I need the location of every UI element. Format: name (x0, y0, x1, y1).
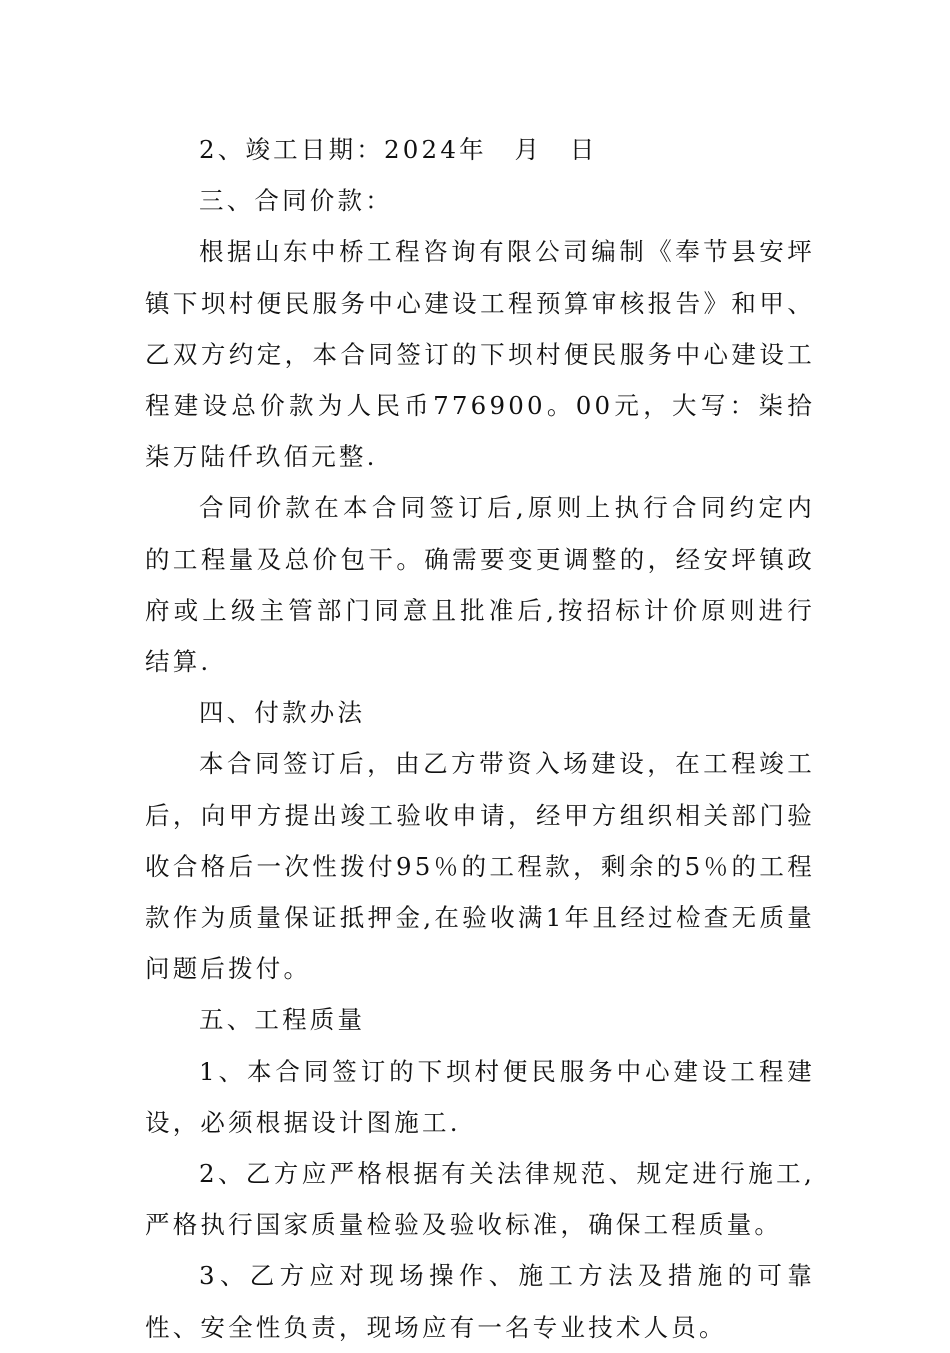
section-heading-quality: 五、工程质量 (199, 1005, 366, 1035)
section-heading-contract-price: 三、合同价款： (199, 186, 393, 216)
section-heading-payment: 四、付款办法 (199, 698, 366, 728)
document-body (145, 124, 815, 1353)
quality-item-1: 1、本合同签订的下坝村便民服务中心建设工程建设，必须根据设计图施工. (145, 1056, 815, 1137)
price-adjustment-paragraph: 合同价款在本合同签订后,原则上执行合同约定内的工程量及总价包干。确需要变更调整的，经安坪镇政府或上级主管部门同意且批准后,按招标计价原则进行结算. (145, 493, 815, 677)
completion-date-line: 2、竣工日期：2024年 月 日 (199, 135, 598, 164)
quality-item-2: 2、乙方应严格根据有关法律规范、规定进行施工,严格执行国家质量检验及验收标准，确保工程质量。 (145, 1159, 815, 1240)
payment-paragraph: 本合同签订后，由乙方带资入场建设，在工程竣工后，向甲方提出竣工验收申请，经甲方组织相关部门验收合格后一次性拨付95％的工程款，剩余的5％的工程款作为质量保证抵押金,在验收满1年且经过检查无质量问题后拨付。 (145, 749, 815, 984)
quality-item-3: 3、乙方应对现场操作、施工方法及措施的可靠性、安全性负责，现场应有一名专业技术人员。 (145, 1261, 815, 1342)
contract-price-paragraph: 根据山东中桥工程咨询有限公司编制《奉节县安坪镇下坝村便民服务中心建设工程预算审核报告》和甲、乙双方约定，本合同签订的下坝村便民服务中心建设工程建设总价款为人民币776900。00元，大写：柒拾柒万陆仟玖佰元整. (145, 237, 815, 472)
